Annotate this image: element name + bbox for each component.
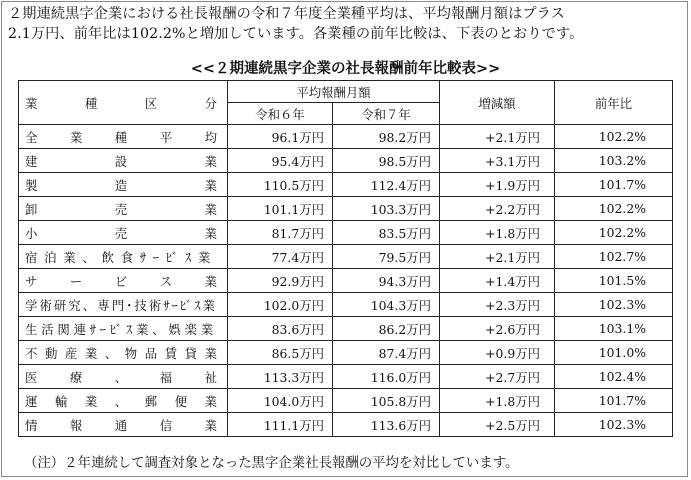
industry-cell: 学術研究、専門･技術ｻｰﾋﾞｽ業 [19, 293, 228, 317]
r6-value-cell: 86.5万円 [228, 341, 333, 365]
ratio-value-cell: 103.2% [555, 149, 673, 173]
r7-value-cell: 104.3万円 [333, 293, 440, 317]
r7-value-cell: 98.5万円 [333, 149, 440, 173]
ratio-value-cell: 101.7% [555, 173, 673, 197]
r7-value-cell: 94.3万円 [333, 269, 440, 293]
table-row [19, 173, 673, 197]
r7-value-cell: 113.6万円 [333, 413, 440, 437]
table-row [19, 389, 673, 413]
r7-value-cell: 83.5万円 [333, 221, 440, 245]
change-value-cell: +1.8万円 [440, 389, 555, 413]
ratio-value-cell: 102.2% [555, 197, 673, 221]
ratio-value-cell: 102.7% [555, 245, 673, 269]
table-row [19, 293, 673, 317]
r6-value-cell: 92.9万円 [228, 269, 333, 293]
ratio-value-cell: 102.3% [555, 413, 673, 437]
table-row [19, 341, 673, 365]
r6-value-cell: 113.3万円 [228, 365, 333, 389]
ratio-value-cell: 102.4% [555, 365, 673, 389]
r7-value-cell: 112.4万円 [333, 173, 440, 197]
ratio-value-cell: 102.2% [555, 221, 673, 245]
r6-value-cell: 83.6万円 [228, 317, 333, 341]
header-ratio: 前年比 [555, 81, 673, 125]
r7-value-cell: 87.4万円 [333, 341, 440, 365]
r6-value-cell: 81.7万円 [228, 221, 333, 245]
industry-cell: 生活関連ｻｰﾋﾞｽ業、娯楽業 [19, 317, 228, 341]
ratio-value-cell: 102.2% [555, 125, 673, 149]
industry-cell: 情報通信業 [19, 413, 228, 437]
footnote: （注）２年連続して調査対象となった黒字企業社長報酬の平均を対比しています。 [24, 456, 519, 471]
change-value-cell: +2.1万円 [440, 245, 555, 269]
change-value-cell: +2.7万円 [440, 365, 555, 389]
industry-cell: サービス業 [19, 269, 228, 293]
table-row [19, 149, 673, 173]
header-avg-monthly: 平均報酬月額 [228, 81, 440, 103]
intro-paragraph [8, 4, 684, 44]
ratio-value-cell: 102.3% [555, 293, 673, 317]
industry-cell: 宿泊業、飲食ｻｰﾋﾞｽ業 [19, 245, 228, 269]
intro-line-1: ２期連続黒字企業における社長報酬の令和７年度全業種平均は、平均報酬月額はプラス [8, 6, 565, 22]
industry-cell: 建設業 [19, 149, 228, 173]
table-row [19, 269, 673, 293]
r7-value-cell: 105.8万円 [333, 389, 440, 413]
table-row [19, 245, 673, 269]
intro-line-2: 2.1万円、前年比は102.2%と増加しています。各業種の前年比較は、下表のとおりです。 [8, 26, 584, 42]
change-value-cell: +1.9万円 [440, 173, 555, 197]
change-value-cell: +2.2万円 [440, 197, 555, 221]
r7-value-cell: 79.5万円 [333, 245, 440, 269]
industry-cell: 全業種平均 [19, 125, 228, 149]
industry-cell: 卸売業 [19, 197, 228, 221]
r6-value-cell: 104.0万円 [228, 389, 333, 413]
table-row [19, 125, 673, 149]
change-value-cell: +2.5万円 [440, 413, 555, 437]
header-r7: 令和７年 [333, 103, 440, 125]
change-value-cell: +2.6万円 [440, 317, 555, 341]
table-row [19, 317, 673, 341]
r6-value-cell: 111.1万円 [228, 413, 333, 437]
ratio-value-cell: 103.1% [555, 317, 673, 341]
r6-value-cell: 110.5万円 [228, 173, 333, 197]
change-value-cell: +1.4万円 [440, 269, 555, 293]
r6-value-cell: 102.0万円 [228, 293, 333, 317]
ratio-value-cell: 101.5% [555, 269, 673, 293]
r7-value-cell: 103.3万円 [333, 197, 440, 221]
industry-cell: 小売業 [19, 221, 228, 245]
change-value-cell: +2.3万円 [440, 293, 555, 317]
industry-cell: 運輸業、郵便業 [19, 389, 228, 413]
salary-comparison-table [18, 80, 673, 437]
industry-cell: 不動産業、物品賃貸業 [19, 341, 228, 365]
header-category: 業 種 区 分 [19, 81, 228, 125]
industry-cell: 製造業 [19, 173, 228, 197]
header-r6: 令和６年 [228, 103, 333, 125]
table-row [19, 221, 673, 245]
table-row [19, 197, 673, 221]
table-title: <<２期連続黒字企業の社長報酬前年比較表>> [190, 61, 501, 77]
r7-value-cell: 116.0万円 [333, 365, 440, 389]
r6-value-cell: 95.4万円 [228, 149, 333, 173]
r6-value-cell: 77.4万円 [228, 245, 333, 269]
table-row [19, 413, 673, 437]
industry-cell: 医療、福祉 [19, 365, 228, 389]
change-value-cell: +0.9万円 [440, 341, 555, 365]
table-row [19, 365, 673, 389]
ratio-value-cell: 101.0% [555, 341, 673, 365]
header-row-1 [19, 81, 673, 103]
header-change: 増減額 [440, 81, 555, 125]
r7-value-cell: 86.2万円 [333, 317, 440, 341]
change-value-cell: +2.1万円 [440, 125, 555, 149]
ratio-value-cell: 101.7% [555, 389, 673, 413]
r6-value-cell: 101.1万円 [228, 197, 333, 221]
change-value-cell: +1.8万円 [440, 221, 555, 245]
change-value-cell: +3.1万円 [440, 149, 555, 173]
r6-value-cell: 96.1万円 [228, 125, 333, 149]
r7-value-cell: 98.2万円 [333, 125, 440, 149]
